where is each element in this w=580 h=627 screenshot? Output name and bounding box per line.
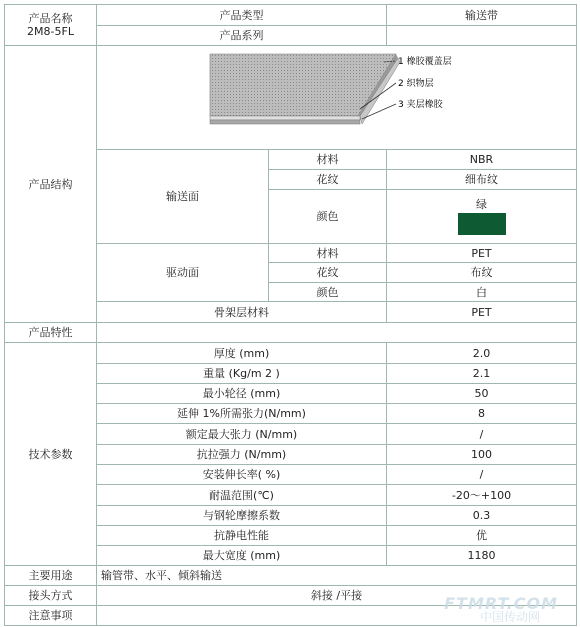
- tech-row-name: 抗拉强力 (N/mm): [97, 445, 387, 465]
- tech-row-name: 安装伸长率( %): [97, 465, 387, 485]
- tech-row-value: 2.0: [387, 343, 577, 364]
- tech-row-value: 优: [387, 526, 577, 546]
- belt-layer-fabric: [210, 116, 360, 120]
- belt-structure-diagram: [98, 46, 576, 146]
- product-name-value: 2M8-5FL: [27, 25, 74, 38]
- tech-row-name: 厚度 (mm): [97, 343, 387, 364]
- tech-row-name: 最大宽度 (mm): [97, 546, 387, 566]
- product-name-cell: [5, 5, 97, 46]
- features-value: [97, 323, 577, 343]
- tech-row-value: 50: [387, 384, 577, 404]
- skeleton-material-value: PET: [387, 302, 577, 323]
- tech-row-name: 抗静电性能: [97, 526, 387, 546]
- drive-face-label: 驱动面: [97, 244, 269, 302]
- usage-value: 输管带、水平、倾斜输送: [97, 566, 577, 586]
- layer-label-2: 2 织物层: [397, 79, 434, 89]
- joint-value: 斜接 /平接: [97, 586, 577, 606]
- features-label: 产品特性: [5, 323, 97, 343]
- drive-pattern-label: 花纹: [269, 263, 387, 283]
- color-swatch: [458, 213, 506, 235]
- spec-table: [4, 4, 577, 626]
- joint-label: 接头方式: [5, 586, 97, 606]
- usage-label: 主要用途: [5, 566, 97, 586]
- tech-row-value: /: [387, 424, 577, 445]
- conveying-color-cell: [387, 190, 577, 244]
- tech-row-name: 耐温范围(℃): [97, 485, 387, 506]
- conveying-color-value: 绿: [476, 197, 487, 211]
- tech-params-label: 技术参数: [5, 343, 97, 566]
- conveying-face-label: 输送面: [97, 150, 269, 244]
- watermark-logo: FTMRT.COM: [444, 594, 558, 613]
- tech-row-value: /: [387, 465, 577, 485]
- tech-row-name: 额定最大张力 (N/mm): [97, 424, 387, 445]
- product-series-value: [387, 26, 577, 46]
- drive-color-value: 白: [387, 283, 577, 302]
- conveying-pattern-value: 细布纹: [387, 170, 577, 190]
- drive-pattern-value: 布纹: [387, 263, 577, 283]
- product-name-label: 产品名称: [28, 12, 73, 25]
- layer-label-3: 3 夹层橡胶: [397, 100, 443, 110]
- tech-row-name: 与钢轮摩擦系数: [97, 506, 387, 526]
- layer-label-1: 1 橡胶覆盖层: [397, 57, 452, 67]
- skeleton-material-label: 骨架层材料: [97, 302, 387, 323]
- watermark-subtext: 中国传动网: [479, 610, 540, 624]
- notes-label: 注意事项: [5, 606, 97, 626]
- tech-row-value: -20～+100: [387, 485, 577, 506]
- tech-row-value: 1180: [387, 546, 577, 566]
- drive-material-value: PET: [387, 244, 577, 263]
- tech-row-value: 0.3: [387, 506, 577, 526]
- tech-row-value: 8: [387, 404, 577, 424]
- drive-color-label: 颜色: [269, 283, 387, 302]
- structure-diagram-cell: [97, 46, 577, 150]
- tech-row-name: 延伸 1%所需张力(N/mm): [97, 404, 387, 424]
- drive-material-label: 材料: [269, 244, 387, 263]
- tech-row-value: 100: [387, 445, 577, 465]
- product-series-label: 产品系列: [97, 26, 387, 46]
- tech-row-value: 2.1: [387, 364, 577, 384]
- conveying-material-value: NBR: [387, 150, 577, 170]
- conveying-pattern-label: 花纹: [269, 170, 387, 190]
- conveying-material-label: 材料: [269, 150, 387, 170]
- conveying-color-label: 颜色: [269, 190, 387, 244]
- tech-row-name: 重量 (Kg/m 2 ): [97, 364, 387, 384]
- product-type-label: 产品类型: [97, 5, 387, 26]
- structure-label: 产品结构: [5, 46, 97, 323]
- product-type-value: 输送带: [387, 5, 577, 26]
- belt-layer-rubber: [210, 120, 360, 124]
- tech-row-name: 最小轮径 (mm): [97, 384, 387, 404]
